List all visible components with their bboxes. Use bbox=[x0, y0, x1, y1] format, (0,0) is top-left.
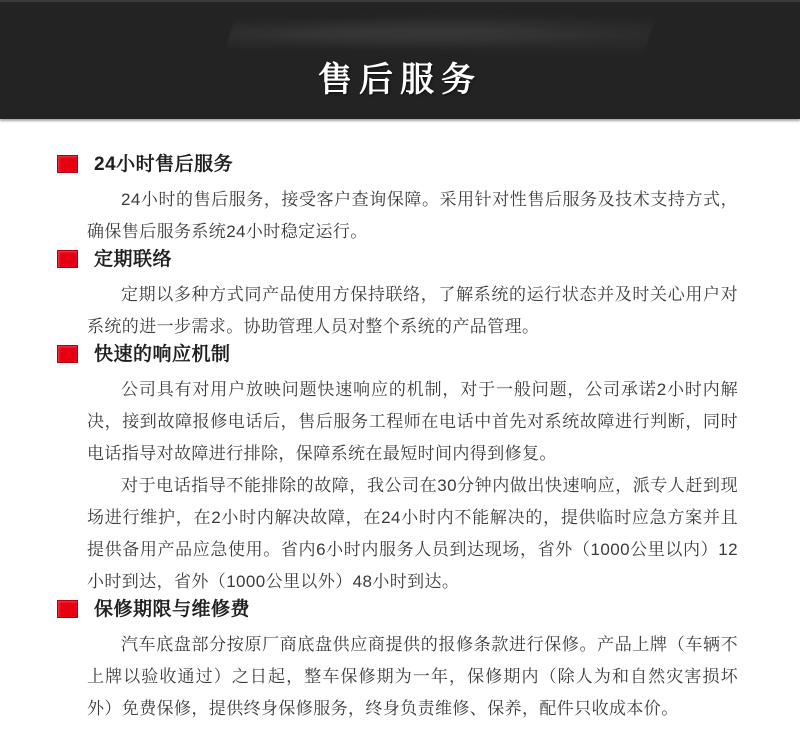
red-square-bullet-icon bbox=[57, 155, 78, 173]
service-terms-body bbox=[0, 119, 800, 725]
section-paragraph: 对于电话指导不能排除的故障，我公司在30分钟内做出快速响应，派专人赶到现场进行维护，在2小时内解决故障，在24小时内不能解决的，提供临时应急方案并且提供备用产品应急使用。省内6小时内服务人员到达现场，省外（1000公里以内）12小时到达，省外（1000公里以外）48小时到达。 bbox=[87, 476, 738, 591]
section-paragraph: 汽车底盘部分按原厂商底盘供应商提供的报修条款进行保修。产品上牌（车辆不上牌以验收通过）之日起，整车保修期为一年，保修期内（除人为和自然灾害损坏外）免费保修，提供终身保修服务，终身负责维修、保养，配件只收成本价。 bbox=[87, 635, 738, 718]
section-paragraph: 定期以多种方式同产品使用方保持联络，了解系统的运行状态并及时关心用户对系统的进一步需求。协助管理人员对整个系统的产品管理。 bbox=[87, 285, 738, 336]
section-paragraph: 24小时的售后服务，接受客户查询保障。采用针对性售后服务及技术支持方式，确保售后服务系统24小时稳定运行。 bbox=[87, 190, 738, 241]
section-regular-contact bbox=[57, 248, 738, 343]
red-square-bullet-icon bbox=[57, 600, 78, 618]
section-24h-service bbox=[57, 153, 738, 248]
section-heading-row bbox=[57, 598, 738, 622]
section-rapid-response bbox=[57, 343, 738, 598]
section-paragraph: 公司具有对用户放映问题快速响应的机制，对于一般问题，公司承诺2小时内解决，接到故障报修电话后，售后服务工程师在电话中首先对系统故障进行判断，同时电话指导对故障进行排除，保障系统在最短时间内得到修复。 bbox=[87, 380, 738, 463]
section-heading: 定期联络 bbox=[94, 249, 173, 270]
section-warranty-fees bbox=[57, 598, 738, 725]
section-heading-row bbox=[57, 153, 738, 177]
section-heading-row bbox=[57, 248, 738, 272]
header-banner bbox=[0, 0, 800, 119]
red-square-bullet-icon bbox=[57, 345, 78, 363]
section-heading: 保修期限与维修费 bbox=[94, 599, 251, 620]
section-heading-row bbox=[57, 343, 738, 367]
section-heading: 24小时售后服务 bbox=[94, 154, 234, 175]
page-title: 售后服务 bbox=[318, 61, 482, 99]
header-watermark bbox=[224, 14, 657, 54]
red-square-bullet-icon bbox=[57, 250, 78, 268]
section-heading: 快速的响应机制 bbox=[94, 344, 231, 365]
